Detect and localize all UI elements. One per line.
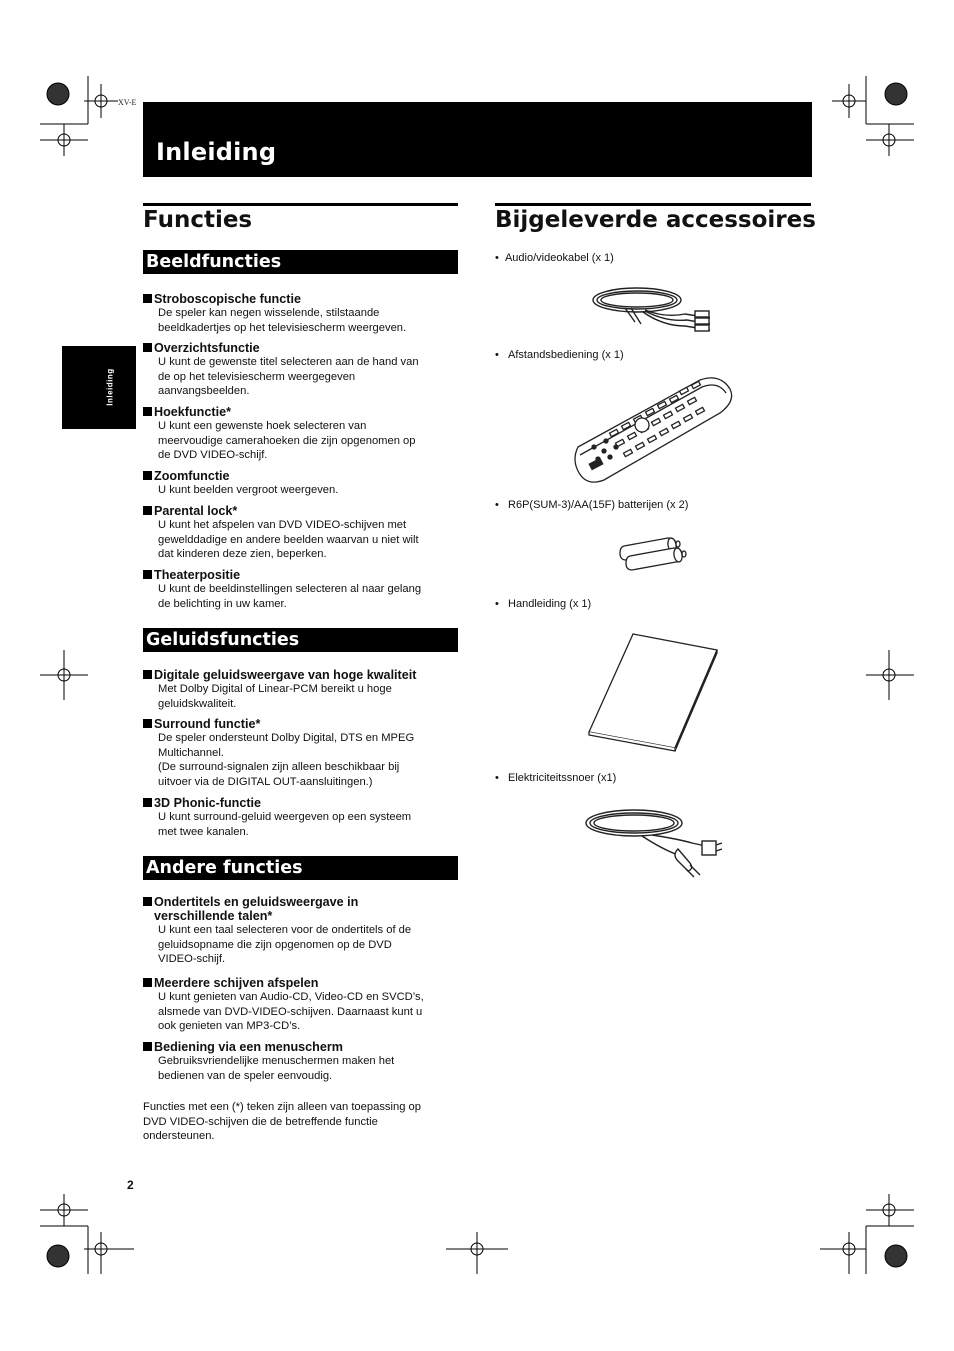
feature-description: U kunt surround-geluid weergeven op een systeem met twee kanalen. [158, 811, 412, 838]
footnote: Functies met een (*) teken zijn alleen van toepassing op DVD VIDEO-schijven die de betreffende functie ondersteunen. [143, 1101, 421, 1142]
page-number: 2 [127, 1178, 134, 1192]
feature-item [143, 405, 463, 463]
feature-description: U kunt de beeldinstellingen selecteren al naar gelang de belichting in uw kamer. [158, 583, 422, 610]
accessoires-heading: Bijgeleverde accessoires [495, 207, 816, 233]
accessory-item: • R6P(SUM-3)/AA(15F) batterijen (x 2) [495, 499, 689, 511]
feature-item [143, 341, 463, 399]
feature-item [143, 469, 463, 498]
feature-title-continued: verschillende talen* [154, 909, 273, 923]
chapter-header [143, 102, 812, 177]
accessory-item: • Elektriciteitssnoer (x1) [495, 772, 617, 784]
feature-description: U kunt het afspelen van DVD VIDEO-schijven met gewelddadige en andere beelden waarvan u niet wilt dat kinderen deze zien, beperken. [158, 519, 419, 560]
feature-title: Digitale geluidsweergave van hoge kwaliteit [143, 668, 463, 682]
feature-description: U kunt beelden vergroot weergeven. [158, 484, 339, 496]
feature-title: Zoomfunctie [143, 469, 463, 483]
feature-description: De speler ondersteunt Dolby Digital, DTS en MPEG Multichannel. (De surround-signalen zijn alleen beschikbaar bij uitvoer via de DIGITAL OUT-aansluitingen.) [158, 732, 415, 788]
feature-item [143, 1040, 463, 1083]
feature-title: Surround functie* [143, 717, 463, 731]
feature-title: Theaterpositie [143, 568, 463, 582]
accessory-item: • Audio/videokabel (x 1) [495, 252, 614, 264]
power-cord-icon [582, 803, 722, 878]
feature-description: U kunt de gewenste titel selecteren aan de hand van de op het televisiescherm weergegeven aanvangsbeelden. [158, 356, 419, 397]
feature-description: De speler kan negen wisselende, stilstaande beeldkadertjes op het televisiescherm weergeven. [158, 307, 407, 334]
chapter-title: Inleiding [156, 138, 277, 166]
feature-description: U kunt een gewenste hoek selecteren van meervoudige camerahoeken die zijn opgenomen op de DVD VIDEO-schijf. [158, 420, 416, 461]
feature-item [143, 895, 463, 967]
square-bullet-icon [143, 719, 152, 728]
feature-description: U kunt genieten van Audio-CD, Video-CD en SVCD’s, alsmede van DVD-VIDEO-schijven. Daarnaast kunt u ook genieten van MP3-CD’s. [158, 991, 424, 1032]
feature-item [143, 717, 463, 789]
feature-title: Meerdere schijven afspelen [143, 976, 463, 990]
square-bullet-icon [143, 570, 152, 579]
feature-title: Hoekfunctie* [143, 405, 463, 419]
section-bar-andere-functies: Andere functies [143, 856, 458, 880]
square-bullet-icon [143, 506, 152, 515]
square-bullet-icon [143, 1042, 152, 1051]
side-tab-label: Inleiding [105, 368, 115, 406]
feature-item [143, 796, 463, 839]
batteries-icon [618, 536, 688, 574]
feature-description: Met Dolby Digital of Linear-PCM bereikt u hoge geluidskwaliteit. [158, 683, 392, 710]
feature-title: Bediening via een menuscherm [143, 1040, 463, 1054]
model-code: XV-E [118, 98, 137, 107]
av-cable-icon [585, 278, 720, 338]
feature-description: Gebruiksvriendelijke menuschermen maken het bedienen van de speler eenvoudig. [158, 1055, 395, 1082]
feature-item [143, 976, 463, 1034]
feature-title: 3D Phonic-functie [143, 796, 463, 810]
manual-icon [585, 632, 720, 752]
accessory-item: • Afstandsbediening (x 1) [495, 349, 624, 361]
feature-item [143, 504, 463, 562]
side-tab [62, 346, 136, 429]
accessory-item: • Handleiding (x 1) [495, 598, 592, 610]
square-bullet-icon [143, 798, 152, 807]
square-bullet-icon [143, 897, 152, 906]
square-bullet-icon [143, 471, 152, 480]
feature-item [143, 568, 463, 611]
section-bar-geluidsfuncties: Geluidsfuncties [143, 628, 458, 652]
feature-item [143, 668, 463, 711]
remote-control-icon [570, 375, 735, 485]
square-bullet-icon [143, 407, 152, 416]
square-bullet-icon [143, 294, 152, 303]
accessoires-rule [495, 203, 811, 206]
feature-title: Parental lock* [143, 504, 463, 518]
section-bar-beeldfuncties: Beeldfuncties [143, 250, 458, 274]
square-bullet-icon [143, 343, 152, 352]
square-bullet-icon [143, 670, 152, 679]
square-bullet-icon [143, 978, 152, 987]
feature-title: Ondertitels en geluidsweergave in [143, 895, 463, 909]
functies-rule [143, 203, 458, 206]
functies-heading: Functies [143, 207, 253, 233]
feature-title: Overzichtsfunctie [143, 341, 463, 355]
feature-title: Stroboscopische functie [143, 292, 463, 306]
feature-item [143, 292, 463, 335]
feature-description: U kunt een taal selecteren voor de ondertitels of de geluidsopname die zijn opgenomen op de DVD VIDEO-schijf. [158, 924, 412, 965]
